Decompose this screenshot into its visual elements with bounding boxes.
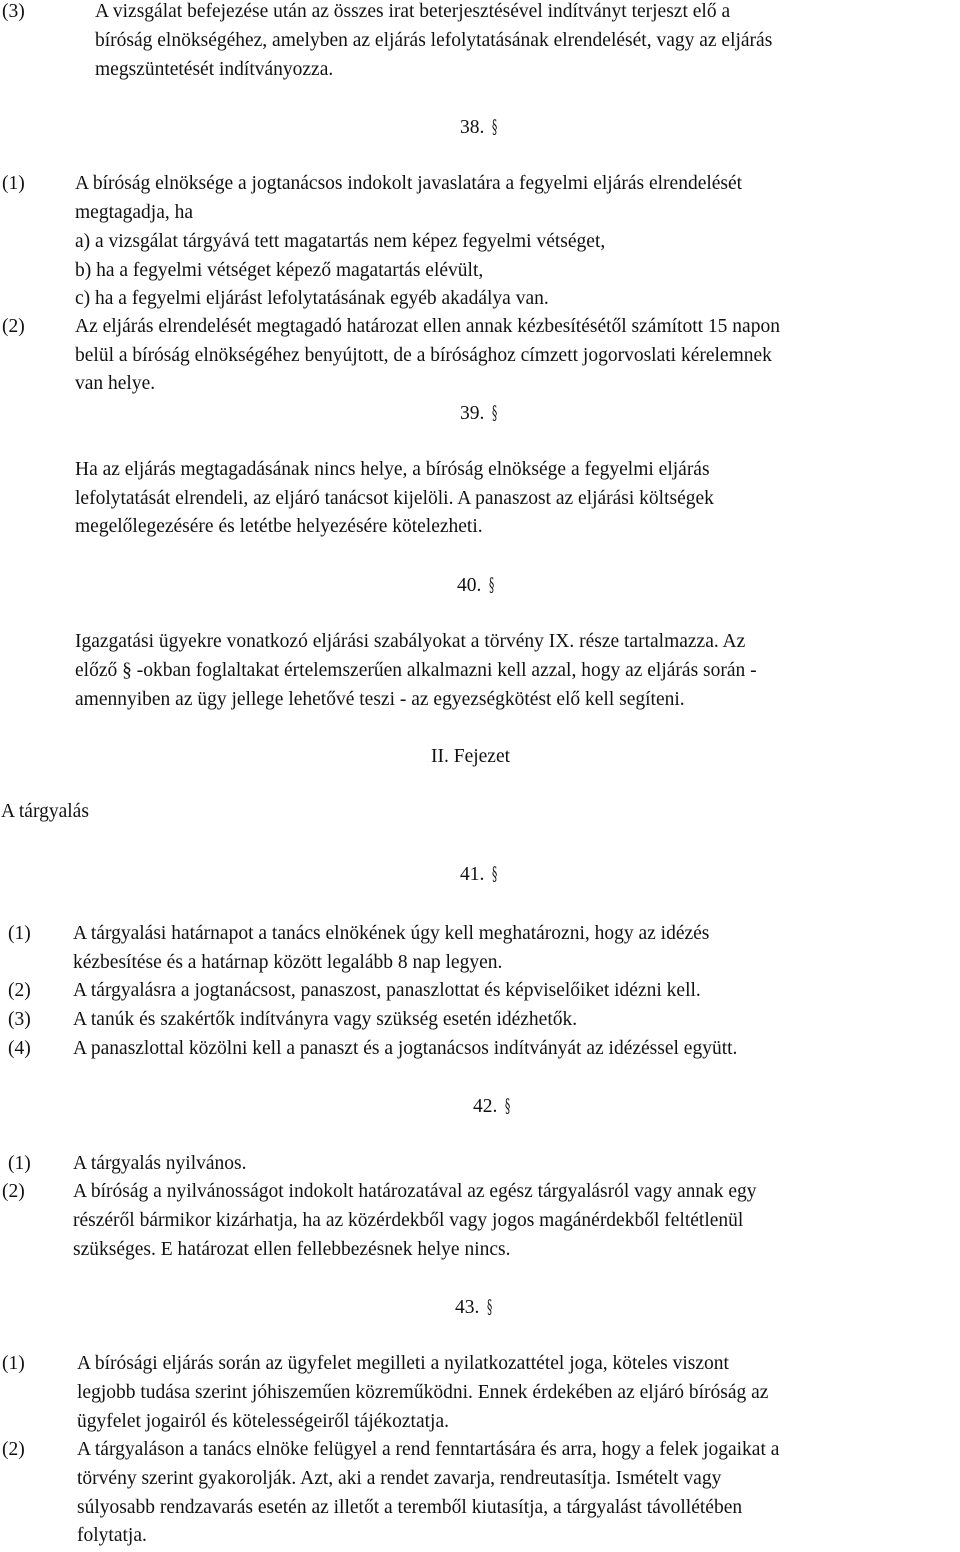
text-line: belül a bíróság elnökségéhez benyújtott, de a bírósághoz címzett jogorvoslati kérelemnek <box>75 345 772 366</box>
section-number: 38. <box>460 117 485 138</box>
section-sign-icon: § <box>505 1095 511 1117</box>
text-line: súlyosabb rendzavarás esetén az illetőt a teremből kiutasítja, a tárgyalást távollétében <box>77 1497 743 1518</box>
section-number: 42. <box>473 1096 498 1117</box>
text-line: Az eljárás elrendelését megtagadó határozat ellen annak kézbesítésétől számított 15 napon <box>75 316 780 337</box>
text-line: megelőlegezésére és letétbe helyezésére kötelezheti. <box>75 516 483 537</box>
section-heading <box>460 401 502 426</box>
section-sign-icon: § <box>489 574 495 596</box>
section-sign-icon: § <box>492 402 498 424</box>
text-line: A tárgyaláson a tanács elnöke felügyel a rend fenntartására és arra, hogy a felek jogaikat a <box>77 1439 780 1460</box>
text-line: ügyfelet jogairól és kötelességeiről tájékoztatja. <box>77 1411 449 1432</box>
text-line: szükséges. E határozat ellen fellebbezésnek helye nincs. <box>73 1239 511 1260</box>
text-line: Igazgatási ügyekre vonatkozó eljárási szabályokat a törvény IX. része tartalmazza. Az <box>75 631 746 652</box>
paragraph-number: (2) <box>2 1439 25 1460</box>
text-line: kézbesítése és a határnap között legalább 8 nap legyen. <box>73 952 503 973</box>
paragraph-number: (1) <box>2 173 25 194</box>
text-line: bíróság elnökségéhez, amelyben az eljárás lefolytatásának elrendelését, vagy az eljárás <box>95 30 773 51</box>
section-heading <box>460 862 502 887</box>
paragraph-number: (1) <box>8 1153 31 1174</box>
list-item: a) a vizsgálat tárgyává tett magatartás nem képez fegyelmi vétséget, <box>75 231 606 252</box>
paragraph-number: (2) <box>8 980 31 1001</box>
paragraph-number: (4) <box>8 1038 31 1059</box>
chapter-heading: II. Fejezet <box>431 746 511 767</box>
section-heading <box>457 573 499 598</box>
text-line: előző § -okban foglaltakat értelemszerűen alkalmazni kell azzal, hogy az eljárás során - <box>75 660 757 681</box>
text-line: A bíróság elnöksége a jogtanácsos indokolt javaslatára a fegyelmi eljárás elrendelését <box>75 173 743 194</box>
section-number: 41. <box>460 864 485 885</box>
text-line: lefolytatását elrendeli, az eljáró tanácsot kijelöli. A panaszost az eljárási költségek <box>75 488 714 509</box>
paragraph-number: (2) <box>2 316 25 337</box>
section-heading <box>455 1295 497 1320</box>
text-line: A tárgyalásra a jogtanácsost, panaszost, panaszlottat és képviselőiket idézni kell. <box>73 980 701 1001</box>
chapter-title: A tárgyalás <box>1 801 89 822</box>
paragraph-number: (3) <box>8 1009 31 1030</box>
paragraph-number: (2) <box>2 1181 25 1202</box>
paragraph-number: (1) <box>8 923 31 944</box>
text-line: A tárgyalási határnapot a tanács elnökének úgy kell meghatározni, hogy az idézés <box>73 923 710 944</box>
text-line: folytatja. <box>77 1525 147 1546</box>
section-sign-icon: § <box>492 863 498 885</box>
text-line: legjobb tudása szerint jóhiszeműen közreműködni. Ennek érdekében az eljáró bíróság az <box>77 1382 769 1403</box>
list-item: c) ha a fegyelmi eljárást lefolytatásának egyéb akadálya van. <box>75 288 549 309</box>
paragraph-number: (3) <box>2 1 25 22</box>
text-line: A tárgyalás nyilvános. <box>73 1153 247 1174</box>
text-line: A panaszlottal közölni kell a panaszt és a jogtanácsos indítványát az idézéssel együtt. <box>73 1038 738 1059</box>
section-heading <box>473 1094 515 1119</box>
text-line: megtagadja, ha <box>75 202 194 223</box>
section-number: 39. <box>460 403 485 424</box>
section-sign-icon: § <box>487 1296 493 1318</box>
section-number: 40. <box>457 575 482 596</box>
text-line: A bíróság a nyilvánosságot indokolt határozatával az egész tárgyalásról vagy annak egy <box>73 1181 757 1202</box>
text-line: Ha az eljárás megtagadásának nincs helye, a bíróság elnöksége a fegyelmi eljárás <box>75 459 710 480</box>
list-item: b) ha a fegyelmi vétséget képező magatartás elévült, <box>75 260 484 281</box>
text-line: megszüntetését indítványozza. <box>95 59 334 80</box>
text-line: A vizsgálat befejezése után az összes irat beterjesztésével indítványt terjeszt elő a <box>95 1 731 22</box>
text-line: amennyiben az ügy jellege lehetővé teszi - az egyezségkötést elő kell segíteni. <box>75 689 685 710</box>
text-line: részéről bármikor kizárhatja, ha az közérdekből vagy jogos magánérdekből feltétlenül <box>73 1210 744 1231</box>
text-line: A bírósági eljárás során az ügyfelet megilleti a nyilatkozattétel joga, köteles viszont <box>77 1353 729 1374</box>
paragraph-number: (1) <box>2 1353 25 1374</box>
text-line: törvény szerint gyakorolják. Azt, aki a rendet zavarja, rendreutasítja. Ismételt vagy <box>77 1468 722 1489</box>
section-number: 43. <box>455 1297 480 1318</box>
section-sign-icon: § <box>492 116 498 138</box>
text-line: A tanúk és szakértők indítványra vagy szükség esetén idézhetők. <box>73 1009 578 1030</box>
text-line: van helye. <box>75 373 156 394</box>
section-heading <box>460 115 502 140</box>
